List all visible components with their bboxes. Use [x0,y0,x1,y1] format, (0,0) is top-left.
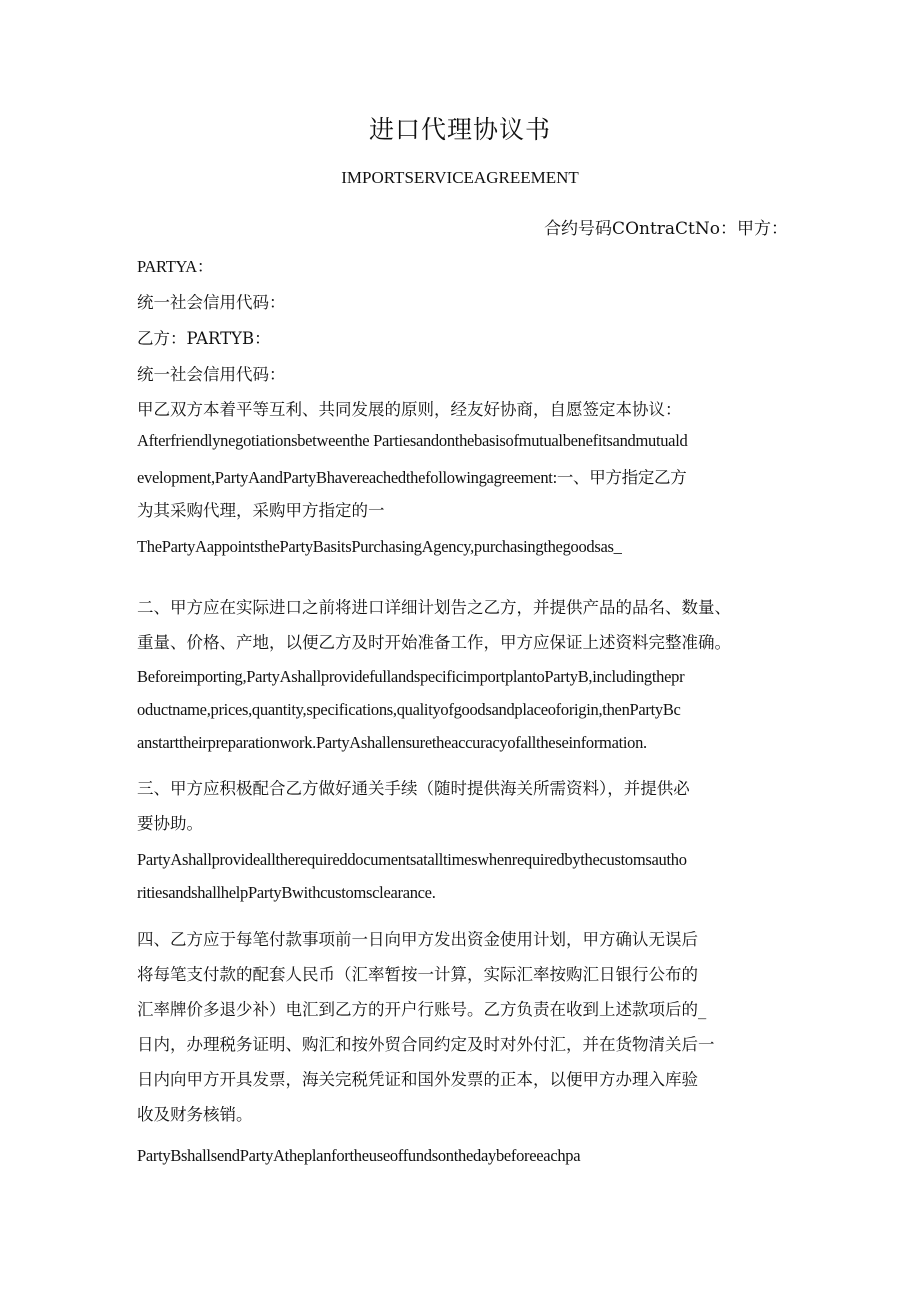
clause-1-cn: 为其采购代理，采购甲方指定的一 [137,501,385,520]
preamble-en-line-2: evelopment,PartyAandPartyBhavereachedthefollowingagreement:一、甲方指定乙方 [137,468,687,487]
clause-2-cn-line-2: 重量、价格、产地，以便乙方及时开始准备工作，甲方应保证上述资料完整准确。 [137,633,731,652]
clause-3-en-line-1: PartyAshallprovidealltherequireddocumentsatalltimeswhenrequiredbythecustomsautho [137,850,687,869]
clause-4-cn-line-6: 收及财务核销。 [137,1105,253,1124]
clause-4-cn-line-4: 日内，办理税务证明、购汇和按外贸合同约定及时对外付汇，并在货物清关后一 [137,1035,715,1054]
clause-2-en-line-3: anstarttheirpreparationwork.PartyAshallensuretheaccuracyofalltheseinformation. [137,733,647,752]
document-title: 进口代理协议书 [368,115,551,144]
clause-4-cn-line-3: 汇率牌价多退少补）电汇到乙方的开户行账号。乙方负责在收到上述款项后的_ [137,1000,707,1019]
party-a-label: PARTYA： [137,257,214,276]
document-subtitle: IMPORTSERVICEAGREEMENT [341,168,579,187]
clause-2-en-line-2: oductname,prices,quantity,specifications,qualityofgoodsandplaceoforigin,thenPartyBc [137,700,681,719]
clause-4-cn-line-1: 四、乙方应于每笔付款事项前一日向甲方发出资金使用计划，甲方确认无误后 [137,930,698,949]
clause-2-en-line-1: Beforeimporting,PartyAshallprovidefullandspecificimportplantoPartyB,includingthepr [137,667,685,686]
clause-1-en: ThePartyAappointsthePartyBasitsPurchasingAgency,purchasingthegoodsas_ [137,537,622,556]
clause-4-cn-line-5: 日内向甲方开具发票，海关完税凭证和国外发票的正本，以便甲方办理入库验 [137,1070,698,1089]
clause-3-cn-line-2: 要协助。 [137,814,203,833]
clause-4-cn-line-2: 将每笔支付款的配套人民币（汇率暂按一计算，实际汇率按购汇日银行公布的 [137,965,698,984]
preamble-en-line-1: Afterfriendlynegotiationsbetweenthe Partiesandonthebasisofmutualbenefitsandmutuald [137,431,688,450]
clause-4-en-line-1: PartyBshallsendPartyAtheplanfortheuseoffundsonthedaybeforeeachpa [137,1146,581,1165]
contract-number-line: 合约号码COntraCtNo：甲方： [544,219,788,239]
preamble-cn: 甲乙双方本着平等互利、共同发展的原则，经友好协商，自愿签定本协议： [137,400,682,419]
party-b-label: 乙方：PARTYB： [137,329,271,348]
clause-3-cn-line-1: 三、甲方应积极配合乙方做好通关手续（随时提供海关所需资料），并提供必 [137,779,690,798]
party-a-credit-code: 统一社会信用代码： [137,293,286,312]
clause-2-cn-line-1: 二、甲方应在实际进口之前将进口详细计划告之乙方，并提供产品的品名、数量、 [137,598,731,617]
clause-3-en-line-2: ritiesandshallhelpPartyBwithcustomsclearance. [137,883,436,902]
party-b-credit-code: 统一社会信用代码： [137,365,286,384]
